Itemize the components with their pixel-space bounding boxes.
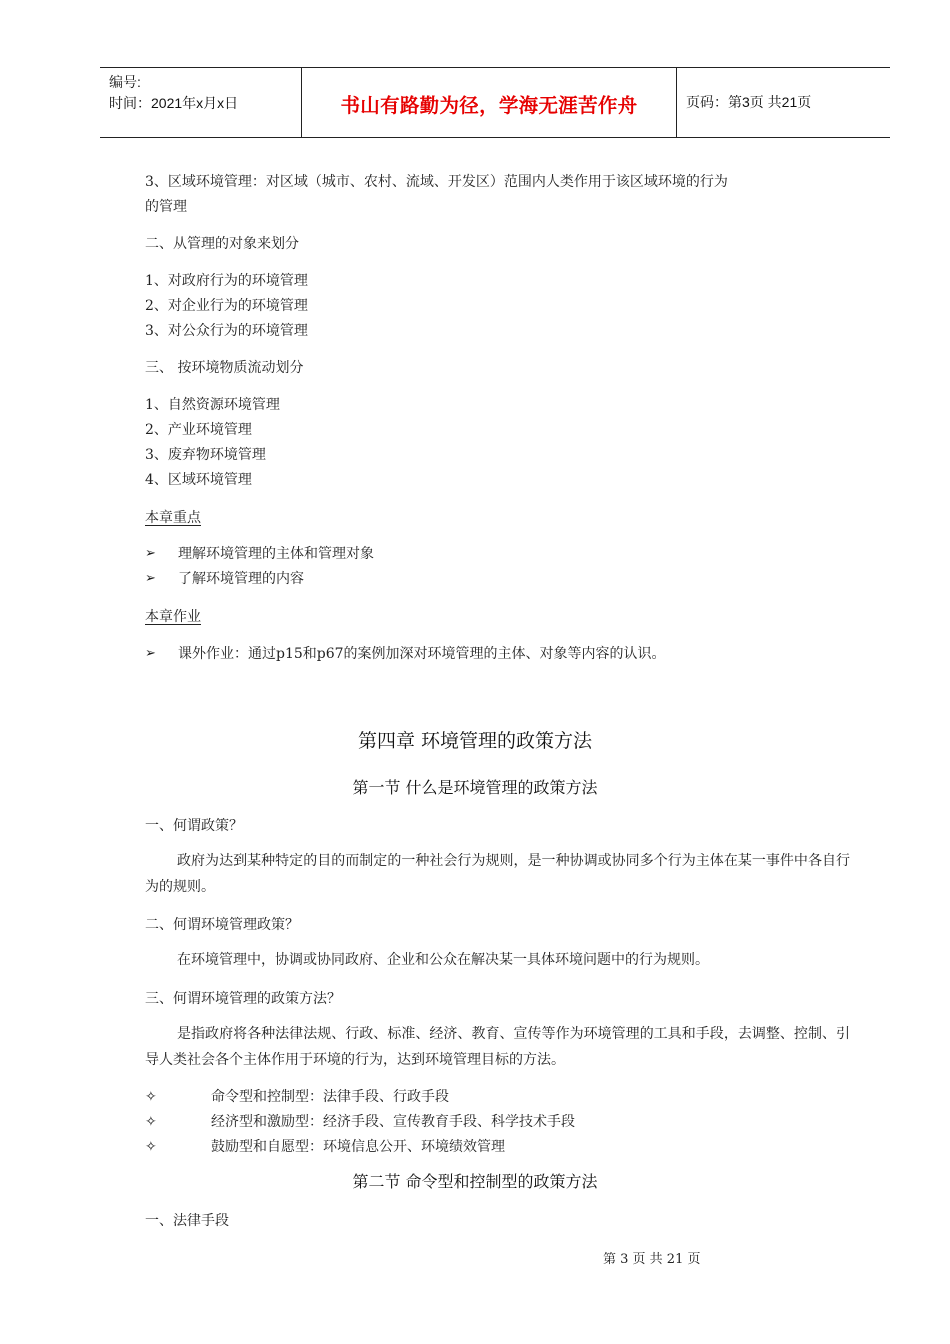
diamond-bullet-icon: ✧	[145, 1139, 157, 1155]
list-item: 3、废弃物环境管理	[145, 447, 266, 463]
policy-type-item: 命令型和控制型：法律手段、行政手段	[211, 1089, 449, 1105]
list-item: 3、对公众行为的环境管理	[145, 323, 308, 339]
paragraph: 政府为达到某种特定的目的而制定的一种社会行为规则，是一种协调或协同多个行为主体在某一事件中各自行为的规则。	[145, 853, 850, 895]
body-line: 的管理	[145, 199, 187, 215]
header-meta	[109, 72, 238, 114]
section-title: 第二节 命令型和控制型的政策方法	[352, 1172, 598, 1191]
section-heading: 二、从管理的对象来划分	[145, 236, 299, 252]
time-label: 时间：2021年x月x日	[109, 95, 239, 111]
paragraph: 是指政府将各种法律法规、行政、标准、经济、教育、宣传等作为环境管理的工具和手段，去调整、控制、引导人类社会各个主体作用于环境的行为，达到环境管理目标的方法。	[145, 1026, 850, 1068]
arrow-bullet-icon: ➢	[145, 646, 156, 661]
list-item: 2、产业环境管理	[145, 422, 252, 438]
header-divider	[676, 68, 677, 137]
question-heading: 一、何谓政策？	[145, 818, 243, 834]
list-item: 2、对企业行为的环境管理	[145, 298, 308, 314]
key-point-item: 理解环境管理的主体和管理对象	[178, 546, 374, 562]
diamond-bullet-icon: ✧	[145, 1089, 157, 1105]
list-item: 1、自然资源环境管理	[145, 397, 280, 413]
policy-type-item: 经济型和激励型：经济手段、宣传教育手段、科学技术手段	[211, 1114, 575, 1130]
chapter-title: 第四章 环境管理的政策方法	[357, 730, 593, 752]
list-item: 4、区域环境管理	[145, 472, 252, 488]
question-heading: 二、何谓环境管理政策？	[145, 917, 299, 933]
homework-title: 本章作业	[145, 609, 201, 625]
arrow-bullet-icon: ➢	[145, 571, 156, 586]
page-header	[100, 67, 890, 138]
section-title: 第一节 什么是环境管理的政策方法	[352, 778, 598, 797]
body-line: 3、区域环境管理：对区域（城市、农村、流域、开发区）范围内人类作用于该区域环境的行为	[145, 174, 728, 190]
key-points-title: 本章重点	[145, 510, 201, 526]
header-page-label: 页码：第3页 共21页	[686, 94, 812, 110]
list-item: 1、对政府行为的环境管理	[145, 273, 308, 289]
question-heading: 三、何谓环境管理的政策方法？	[145, 991, 341, 1007]
key-point-item: 了解环境管理的内容	[178, 571, 304, 587]
homework-item: 课外作业：通过p15和p67的案例加深对环境管理的主体、对象等内容的认识。	[178, 646, 666, 662]
section-heading: 一、法律手段	[145, 1213, 229, 1229]
arrow-bullet-icon: ➢	[145, 546, 156, 561]
section-heading: 三、 按环境物质流动划分	[145, 360, 304, 376]
number-label: 编号:	[109, 74, 141, 90]
paragraph: 在环境管理中，协调或协同政府、企业和公众在解决某一具体环境问题中的行为规则。	[177, 952, 709, 968]
policy-type-item: 鼓励型和自愿型：环境信息公开、环境绩效管理	[211, 1139, 505, 1155]
diamond-bullet-icon: ✧	[145, 1114, 157, 1130]
page-footer: 第 3 页 共 21 页	[603, 1252, 701, 1267]
header-motto: 书山有路勤为径，学海无涯苦作舟	[340, 94, 638, 117]
